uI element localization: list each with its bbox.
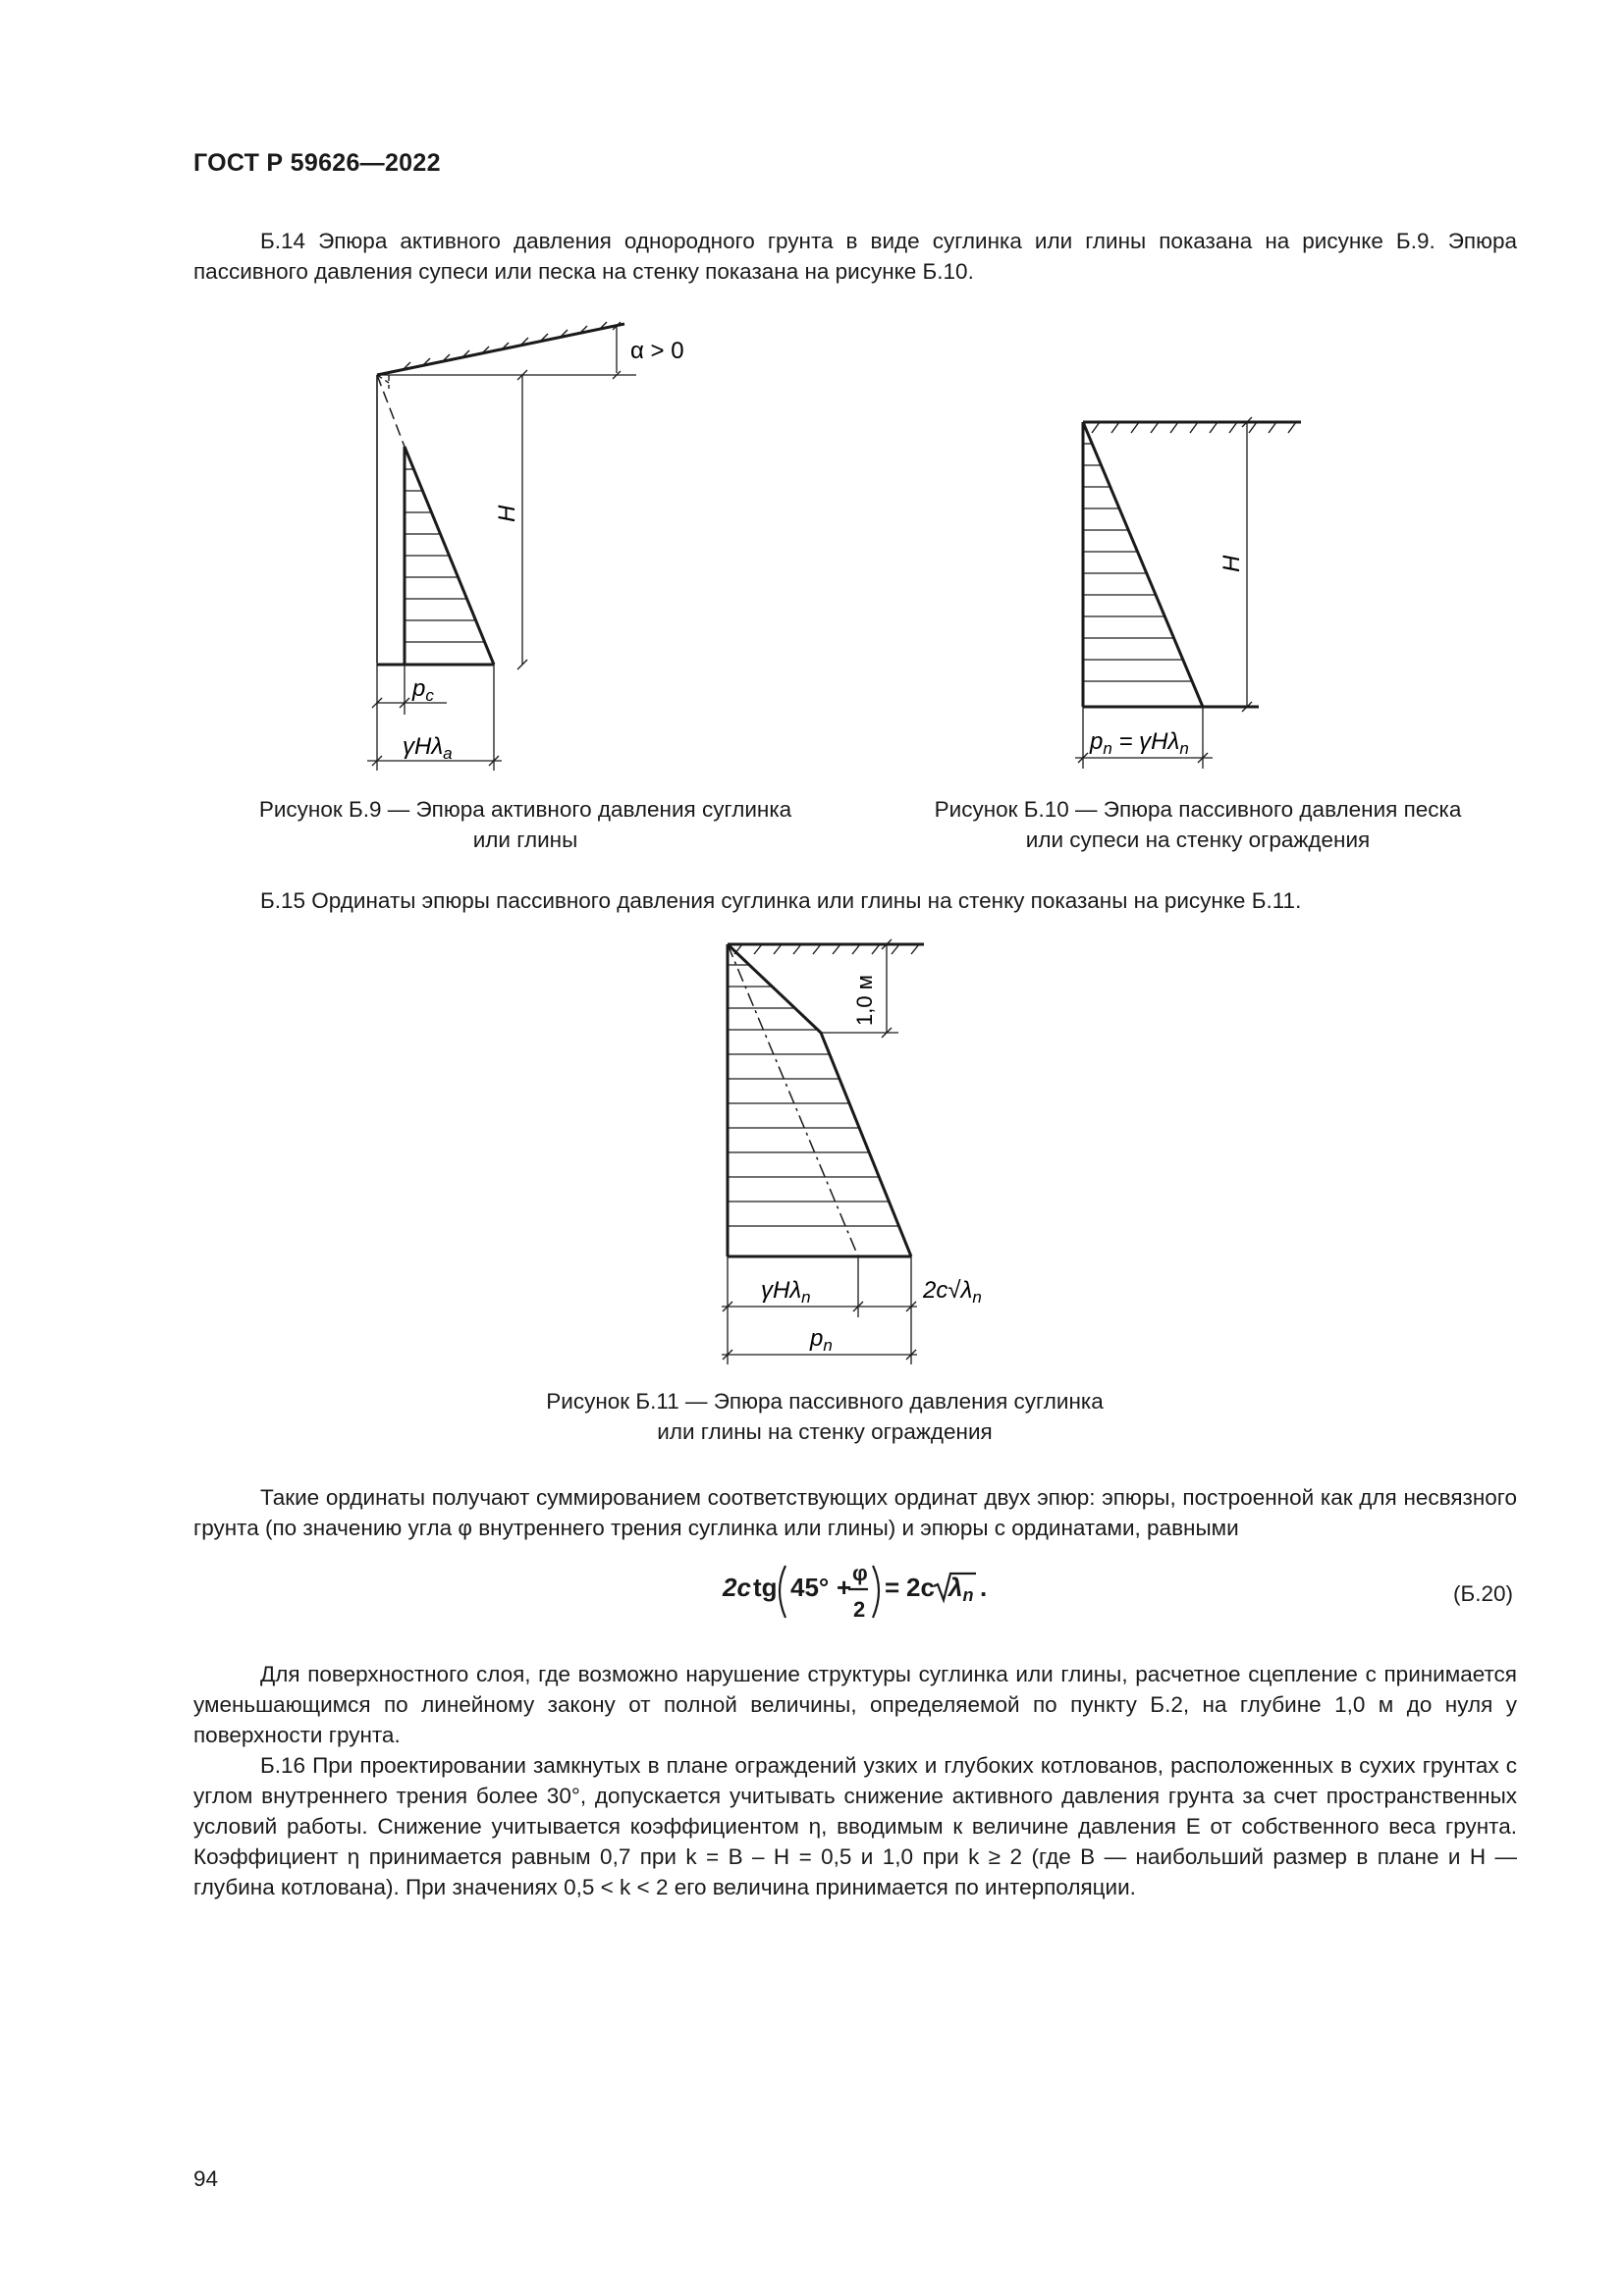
paragraph-number: Б.14 xyxy=(260,229,306,253)
svg-text:pn xyxy=(809,1325,833,1355)
figure-b9-caption xyxy=(196,794,854,855)
caption-line: Рисунок Б.9 — Эпюра активного давления суглинка xyxy=(258,797,792,822)
alpha-label: α > 0 xyxy=(630,338,684,364)
paragraph-text: Такие ординаты получают суммированием соответствующих ординат двух эпюр: эпюры, построенной как для несвязного грунта (по значению угла φ внутреннего трения суглинка или глины) и эпюры с ординатами, равными xyxy=(193,1485,1517,1540)
paragraph-text: Для поверхностного слоя, где возможно нарушение структуры суглинка или глины, расчетное сцепление c принимается уменьшающимся по линейному закону от полной величины, определяемой по пункту Б.2, на глубине 1,0 м до нуля у поверхности грунта. xyxy=(193,1662,1517,1747)
equation-term: n xyxy=(962,1585,974,1605)
cohesion-term-label: 2c√λ xyxy=(923,1277,973,1304)
equation-term: = xyxy=(885,1573,900,1602)
pc-label: p xyxy=(412,675,426,702)
paragraph-surface-layer xyxy=(193,1659,1517,1750)
gamma-h-lambda-subscript: n xyxy=(801,1288,811,1307)
paragraph-number: Б.15 xyxy=(260,888,306,913)
equation-term: λ xyxy=(948,1573,963,1602)
paragraph-b16 xyxy=(193,1750,1517,1902)
figure-b10-caption xyxy=(869,794,1527,855)
figure-b10-diagram xyxy=(1060,407,1316,780)
pn-subscript: n xyxy=(1103,739,1112,758)
equation-term: 2c xyxy=(906,1573,935,1602)
caption-line: или глины на стенку ограждения xyxy=(657,1419,993,1444)
pc-subscript: c xyxy=(425,686,434,705)
paragraph-text: Ординаты эпюры пассивного давления суглинка или глины на стенку показаны на рисунке Б.11. xyxy=(305,888,1302,913)
equation-term: 45° xyxy=(790,1573,830,1602)
equation-b20 xyxy=(717,1556,1011,1625)
caption-line: Рисунок Б.10 — Эпюра пассивного давления песка xyxy=(934,797,1462,822)
paragraph-summation xyxy=(193,1482,1517,1543)
pn-subscript: n xyxy=(823,1336,833,1355)
figure-b9-diagram xyxy=(334,309,707,780)
equation-term: φ xyxy=(852,1561,868,1585)
svg-text:2c√λn xyxy=(922,1277,982,1307)
paragraph-text: Эпюра активного давления однородного грунта в виде суглинка или глины показана на рисунке Б.9. Эпюра пассивного давления супеси или песка на стенку показана на рисунке Б.10. xyxy=(193,229,1517,284)
figure-b11-caption xyxy=(471,1386,1178,1447)
caption-line: Рисунок Б.11 — Эпюра пассивного давления суглинка xyxy=(546,1389,1104,1414)
paragraph-b14 xyxy=(193,226,1517,287)
equation-term: tg xyxy=(753,1573,778,1602)
page-number: 94 xyxy=(193,2166,219,2191)
depth-label-h: H xyxy=(1218,555,1245,572)
paragraph-b15 xyxy=(193,885,1517,916)
equation-term: 2 xyxy=(853,1597,866,1622)
equation-number: (Б.20) xyxy=(1453,1581,1514,1606)
equation-term: 2c xyxy=(723,1573,751,1602)
gamma-h-lambda-label: γHλ xyxy=(761,1277,802,1304)
svg-text:γHλn xyxy=(761,1277,811,1307)
equation-term: . xyxy=(980,1573,988,1602)
caption-line: или супеси на стенку ограждения xyxy=(1025,828,1371,852)
active-pressure-subscript: a xyxy=(443,744,453,763)
svg-text:γHλa xyxy=(403,733,453,763)
paragraph-number: Б.16 xyxy=(260,1753,306,1778)
passive-pressure-subscript: n xyxy=(1179,739,1189,758)
passive-pressure-formula: = γHλ xyxy=(1111,728,1180,755)
svg-text:pc xyxy=(411,675,434,705)
document-header: ГОСТ Р 59626—2022 xyxy=(193,149,441,177)
pn-label: p xyxy=(1090,728,1104,755)
paragraph-text: При проектировании замкнутых в плане ограждений узких и глубоких котлованов, расположенных в сухих грунтах с углом внутреннего трения более 30°, допускается учитывать снижение активного давления грунта за счет пространственных условий работы. Снижение учитывается коэффициентом η, вводимым к величине давления E от собственного веса грунта. Коэффициент η принимается равным 0,7 при k = B – H = 0,5 и 1,0 при k ≥ 2 (где B — наибольший размер в плане и H — глубина котлована). При значениях 0,5 < k < 2 его величина принимается по интерполяции. xyxy=(193,1753,1517,1899)
depth-label-1m: 1,0 м xyxy=(852,975,877,1026)
svg-text:λn xyxy=(947,1573,973,1605)
pn-label: p xyxy=(810,1325,824,1352)
svg-text:pn = γHλn xyxy=(1089,728,1189,758)
caption-line: или глины xyxy=(472,828,578,852)
cohesion-term-subscript: n xyxy=(972,1288,982,1307)
active-pressure-label: γHλ xyxy=(403,733,444,760)
depth-label-h: H xyxy=(494,505,520,522)
figure-b11-diagram xyxy=(707,928,1021,1374)
equation-term: + xyxy=(837,1573,852,1602)
